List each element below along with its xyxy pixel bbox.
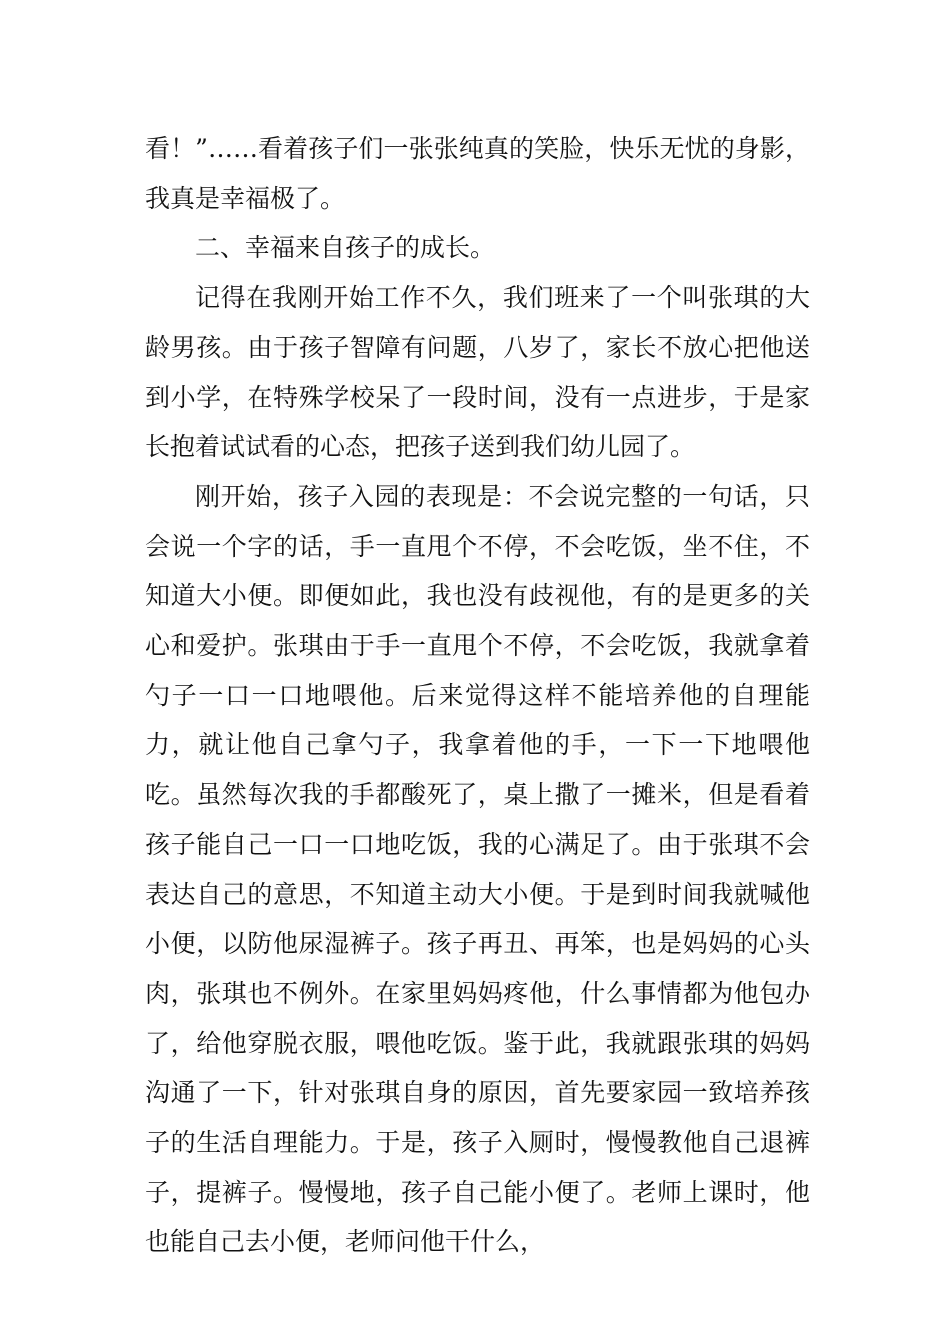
paragraph-continuation: 看！”……看着孩子们一张张纯真的笑脸，快乐无忧的身影，我真是幸福极了。 — [145, 134, 810, 213]
section-heading: 二、幸福来自孩子的成长。 — [195, 233, 496, 263]
body-text — [145, 124, 810, 1267]
paragraph: 记得在我刚开始工作不久，我们班来了一个叫张琪的大龄男孩。由于孩子智障有问题，八岁了，家长不放心把他送到小学，在特殊学校呆了一段时间，没有一点进步，于是家长抱着试试看的心态，把孩子送到我们幼儿园了。 — [145, 283, 810, 462]
paragraph: 刚开始，孩子入园的表现是：不会说完整的一句话，只会说一个字的话，手一直甩个不停，不会吃饭，坐不住，不知道大小便。即便如此，我也没有歧视他，有的是更多的关心和爱护。张琪由于手一直甩个不停，不会吃饭，我就拿着勺子一口一口地喂他。后来觉得这样不能培养他的自理能力，就让他自己拿勺子，我拿着他的手，一下一下地喂他吃。虽然每次我的手都酸死了，桌上撒了一摊米，但是看着孩子能自己一口一口地吃饭，我的心满足了。由于张琪不会表达自己的意思，不知道主动大小便。于是到时间我就喊他小便，以防他尿湿裤子。孩子再丑、再笨，也是妈妈的心头肉，张琪也不例外。在家里妈妈疼他，什么事情都为他包办了，给他穿脱衣服，喂他吃饭。鉴于此，我就跟张琪的妈妈沟通了一下，针对张琪自身的原因，首先要家园一致培养孩子的生活自理能力。于是，孩子入厕时，慢慢教他自己退裤子，提裤子。慢慢地，孩子自己能小便了。老师上课时，他也能自己去小便，老师问他干什么， — [145, 481, 810, 1257]
